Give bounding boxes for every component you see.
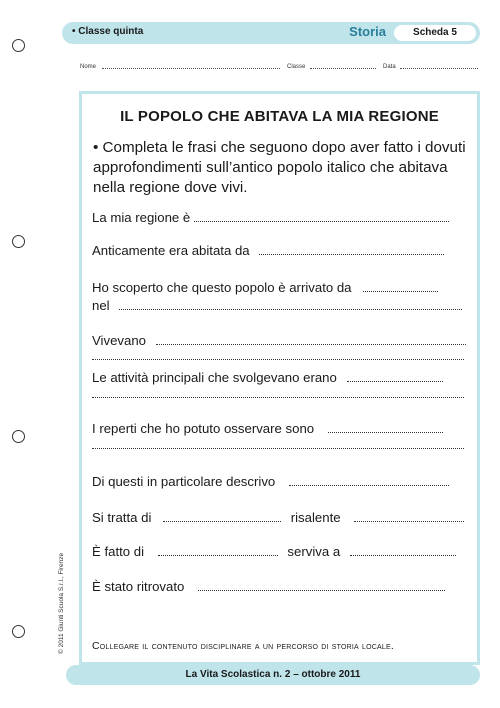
prompt-nel: nel (92, 298, 110, 313)
prompt-risalente: risalente (290, 510, 341, 525)
fill-line-nel[interactable] (92, 298, 464, 314)
footer-bar: La Vita Scolastica n. 2 – ottobre 2011 (66, 665, 480, 685)
fill-line-descrivo[interactable] (92, 474, 464, 490)
prompt-fatto-di: È fatto di (92, 544, 145, 559)
blank-row[interactable] (92, 359, 464, 360)
fill-line-arrivato[interactable] (92, 280, 464, 296)
blank[interactable] (259, 244, 444, 255)
binder-hole (12, 430, 25, 443)
blank[interactable] (156, 334, 466, 345)
prompt-attivita: Le attività principali che svolgevano erano (92, 370, 337, 385)
date-label: Data (383, 64, 396, 70)
subject-label: Storia (349, 24, 386, 39)
fill-line-reperti[interactable] (92, 421, 464, 437)
fill-line-attivita[interactable] (92, 370, 464, 386)
teacher-note: Collegare il contenuto disciplinare a un percorso di storia locale. (92, 640, 394, 652)
blank[interactable] (328, 422, 443, 433)
class-label: Classe (287, 64, 306, 70)
blank[interactable] (119, 299, 462, 310)
blank[interactable] (158, 545, 278, 556)
prompt-serviva: serviva a (287, 544, 341, 559)
blank[interactable] (350, 545, 456, 556)
prompt-abitata: Anticamente era abitata da (92, 243, 250, 258)
blank[interactable] (163, 511, 281, 522)
prompt-descrivo: Di questi in particolare descrivo (92, 474, 276, 489)
prompt-ritrovato: È stato ritrovato (92, 579, 185, 594)
blank[interactable] (194, 211, 449, 222)
blank[interactable] (347, 371, 443, 382)
class-field[interactable] (310, 68, 376, 69)
binder-hole (12, 235, 25, 248)
sheet-number-badge: Scheda 5 (394, 25, 476, 41)
prompt-regione: La mia regione è (92, 210, 191, 225)
prompt-vivevano: Vivevano (92, 333, 147, 348)
blank[interactable] (198, 580, 445, 591)
binder-hole (12, 39, 25, 52)
fill-line-vivevano[interactable] (92, 333, 464, 349)
prompt-si-tratta: Si tratta di (92, 510, 152, 525)
fill-line-regione[interactable] (92, 210, 464, 226)
name-label: Nome (80, 64, 97, 70)
copyright-notice: © 2011 Giunti Scuola S.r.l., Firenze (58, 552, 65, 654)
binder-hole (12, 625, 25, 638)
instruction-text: • Completa le frasi che seguono dopo aver fatto i dovuti approfondimenti sull’antico popolo italico che abitava nella regione dove vivi. (93, 139, 466, 196)
blank[interactable] (363, 281, 438, 292)
prompt-arrivato: Ho scoperto che questo popolo è arrivato da (92, 280, 352, 295)
fill-line-abitata[interactable] (92, 243, 464, 259)
worksheet-frame (79, 91, 480, 665)
worksheet-title: IL POPOLO CHE ABITAVA LA MIA REGIONE (120, 108, 439, 125)
blank-row[interactable] (92, 397, 464, 398)
class-level-label: • Classe quinta (72, 26, 144, 37)
fill-line-ritrovato[interactable] (92, 579, 464, 595)
header-bar (62, 22, 480, 44)
fill-line-fatto-di[interactable] (92, 544, 464, 560)
prompt-reperti: I reperti che ho potuto osservare sono (92, 421, 315, 436)
blank[interactable] (354, 511, 464, 522)
date-field[interactable] (400, 68, 478, 69)
blank[interactable] (289, 475, 449, 486)
blank-row[interactable] (92, 448, 464, 449)
fill-line-si-tratta[interactable] (92, 510, 464, 526)
name-field[interactable] (102, 68, 280, 69)
